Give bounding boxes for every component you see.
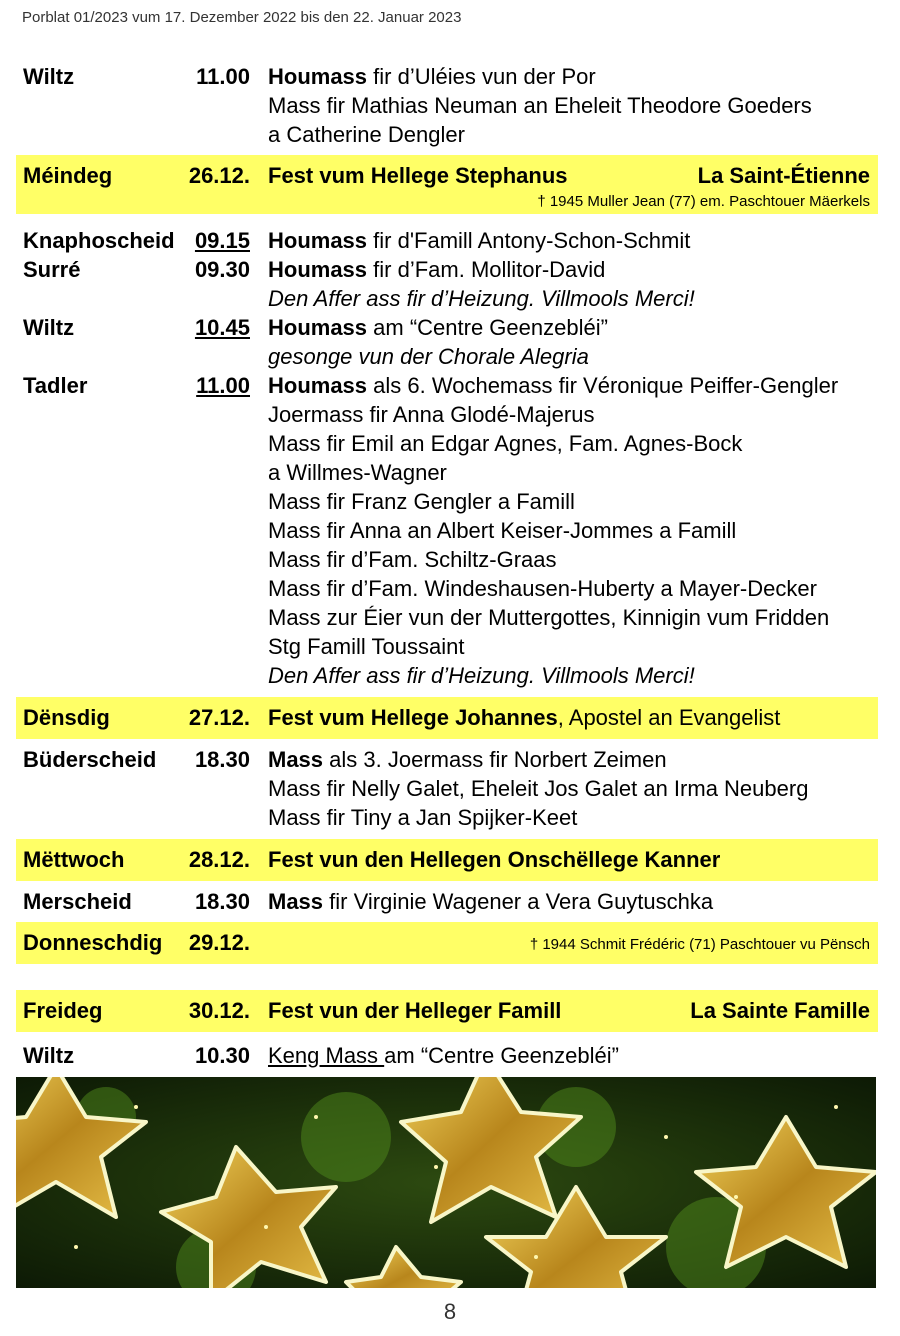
service-type: Houmass	[268, 373, 368, 398]
feast-title: Fest vum Hellege Johannes	[268, 705, 558, 730]
feast-title-fr: La Saint-Étienne	[697, 163, 870, 188]
place: Wiltz	[23, 1043, 75, 1068]
day-date: 26.12.	[188, 163, 250, 188]
feast-title: Fest vun der Helleger Famill	[268, 998, 562, 1023]
feast-title-fr: La Sainte Famille	[690, 998, 870, 1023]
service-type: Houmass	[268, 257, 368, 282]
entry-merscheid	[16, 887, 878, 916]
intention: Stg Famill Toussaint	[268, 634, 465, 659]
note: Den Affer ass fir d’Heizung. Villmools Merci!	[268, 286, 695, 311]
time: 09.15	[194, 228, 250, 253]
day-name: Méindeg	[23, 163, 113, 188]
place: Surré	[23, 257, 81, 282]
day-name: Mëttwoch	[23, 847, 125, 872]
day-date: 30.12.	[188, 998, 250, 1023]
day-name: Donneschdig	[23, 930, 163, 955]
time: 11.00	[196, 373, 250, 398]
intention: fir d’Fam. Mollitor-David	[367, 257, 606, 282]
day-band-meindeg	[16, 155, 878, 214]
entry-wiltz-1100	[16, 62, 878, 149]
day-band-densdig	[16, 697, 878, 739]
intention: als 3. Joermass fir Norbert Zeimen	[323, 747, 667, 772]
place: Büderscheid	[23, 747, 157, 772]
service-type: Mass	[268, 747, 324, 772]
intention: fir Virginie Wagener a Vera Guytuschka	[323, 889, 714, 914]
place: Tadler	[23, 373, 88, 398]
feast-title: Fest vun den Hellegen Onschëllege Kanner	[268, 847, 721, 872]
day-band-freideg	[16, 990, 878, 1032]
intention: Mass fir d’Fam. Windeshausen-Huberty a Mayer-Decker	[268, 576, 817, 601]
cancelled-mass: Keng Mass	[268, 1043, 385, 1068]
note: gesonge vun der Chorale Alegria	[268, 344, 589, 369]
time: 11.00	[196, 64, 250, 89]
note: Den Affer ass fir d’Heizung. Villmools Merci!	[268, 663, 695, 688]
day-name: Dënsdig	[23, 705, 110, 730]
time: 09.30	[194, 257, 250, 282]
intention: a Catherine Dengler	[268, 122, 465, 147]
intention: a Willmes-Wagner	[268, 460, 447, 485]
page-number: 8	[443, 1299, 457, 1324]
place: Knaphoscheid	[23, 228, 175, 253]
service-type: Houmass	[268, 228, 368, 253]
intention: am “Centre Geenzebléi”	[384, 1043, 619, 1068]
entry-wiltz-1030	[16, 1041, 878, 1070]
intention: fir d'Famill Antony-Schon-Schmit	[367, 228, 691, 253]
intention: Mass fir Nelly Galet, Eheleit Jos Galet an Irma Neuberg	[268, 776, 809, 801]
day-name: Freideg	[23, 998, 103, 1023]
entries-meindeg	[16, 226, 878, 690]
entry-buderscheid	[16, 745, 878, 832]
intention: Mass fir Tiny a Jan Spijker-Keet	[268, 805, 578, 830]
day-date: 28.12.	[188, 847, 250, 872]
feast-subtitle: , Apostel an Evangelist	[557, 705, 781, 730]
intention: als 6. Wochemass fir Véronique Peiffer-Gengler	[367, 373, 839, 398]
service-type: Houmass	[268, 64, 368, 89]
time: 10.45	[194, 315, 250, 340]
page-header: Porblat 01/2023 vum 17. Dezember 2022 bis den 22. Januar 2023	[22, 9, 462, 26]
place: Wiltz	[23, 64, 75, 89]
intention: Mass fir Anna an Albert Keiser-Jommes a Famill	[268, 518, 737, 543]
intention: fir d’Uléies vun der Por	[367, 64, 596, 89]
intention: Mass fir d’Fam. Schiltz-Graas	[268, 547, 557, 572]
time: 18.30	[194, 747, 250, 772]
place: Merscheid	[23, 889, 132, 914]
golden-stars-photo	[16, 1077, 876, 1288]
day-date: 27.12.	[188, 705, 250, 730]
obituary-note: † 1944 Schmit Frédéric (71) Paschtouer vu Pënsch	[529, 936, 870, 953]
service-type: Houmass	[268, 315, 368, 340]
day-band-mettwoch	[16, 839, 878, 881]
intention: am “Centre Geenzebléi”	[367, 315, 608, 340]
intention: Mass fir Mathias Neuman an Eheleit Theodore Goeders	[268, 93, 812, 118]
intention: Mass fir Emil an Edgar Agnes, Fam. Agnes-Bock	[268, 431, 743, 456]
time: 10.30	[194, 1043, 250, 1068]
day-date: 29.12.	[188, 930, 250, 955]
obituary-note: † 1945 Muller Jean (77) em. Paschtouer Mäerkels	[537, 193, 870, 210]
intention: Mass fir Franz Gengler a Famill	[268, 489, 575, 514]
day-band-donneschdig	[16, 922, 878, 964]
intention: Joermass fir Anna Glodé-Majerus	[268, 402, 595, 427]
place: Wiltz	[23, 315, 75, 340]
service-type: Mass	[268, 889, 324, 914]
time: 18.30	[194, 889, 250, 914]
feast-title: Fest vum Hellege Stephanus	[268, 163, 568, 188]
intention: Mass zur Éier vun der Muttergottes, Kinnigin vum Fridden	[268, 605, 830, 630]
